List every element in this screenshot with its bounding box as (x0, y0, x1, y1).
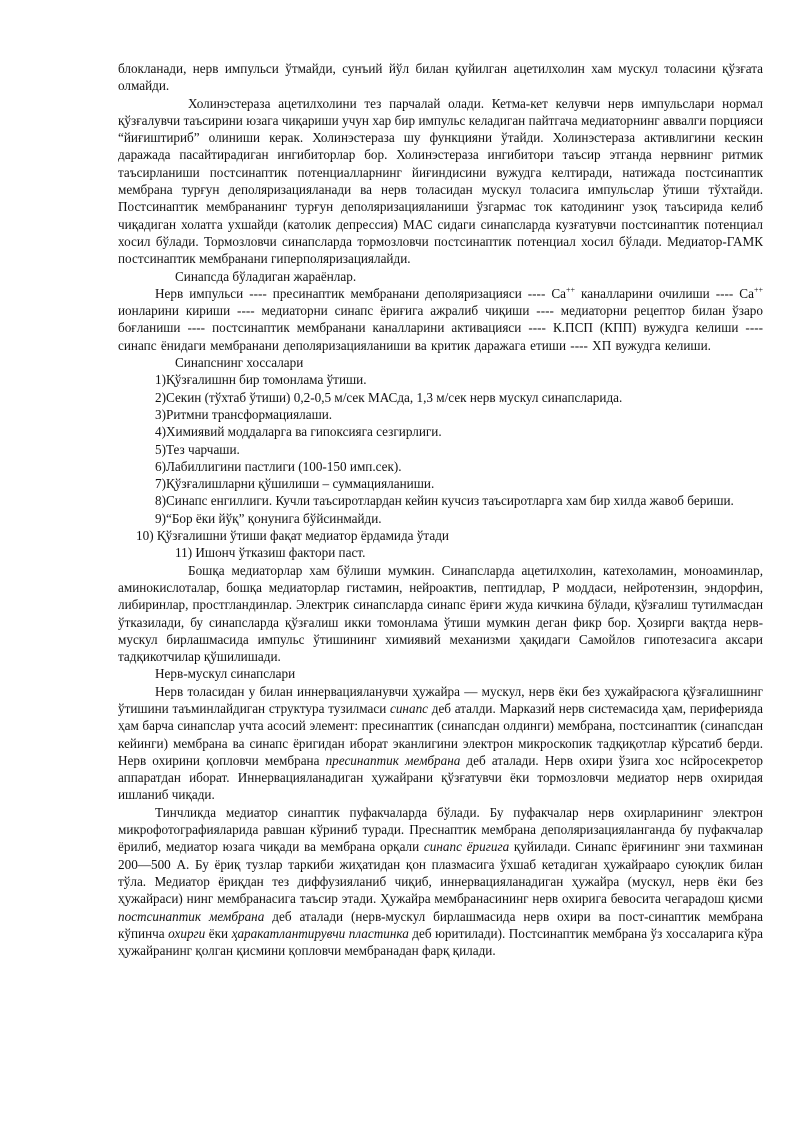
text-run: ёки (205, 925, 232, 941)
paragraph-mediator-release (118, 804, 763, 960)
term-synaptic-cleft: синапс ёригига (423, 839, 510, 855)
paragraph-other-mediators: Бошқа медиаторлар хам бўлиши мумкин. Синапсларда ацетилхолин, катехоламин, моноаминлар, аминокислоталар, бошқа медиаторлар гистамин, нейроактив, пептидлар, Р моддаси, нейротензин, эндорфин, либиринлар, простгландинлар. Электрик синапсларда синапс ёриғи жуда кичкина бўлади, қўзғалиш тутилмасдан ўтказилади, бу синапсларда қўзғалиш икки томонлама ўтиши мумкин деган фикр бор. Ҳозирги вақтда нерв-мускул бирлашмасида импульс ўтишининг химиявий механизми ҳақидаги Самойлов гипотезасига аксари тадқикотчилар қўшилишади. (118, 562, 763, 665)
chain-text-c: ионларини кириши ---- медиаторни синапс ёриғига ажралиб чиқиши ---- медиаторни рецептор билан ўзаро боғланиши ---- постсинаптик мембранани каналларини активацияси ---- К.ПСП (КПП) вужудга келиши ---- синапс ёнидаги мембранани деполяризацияланиши ва критик даражага етиши ---- ХП вужудга келиши. (118, 303, 763, 353)
chain-text-b: каналларини очилиши ---- Са (575, 285, 754, 301)
term-postsynaptic-membrane: постсинаптик мембрана (118, 908, 265, 924)
paragraph-process-chain (118, 285, 763, 354)
property-item: 4)Химиявий моддаларга ва гипоксияга сезгирлиги. (155, 424, 442, 440)
paragraph-intro-continuation: блокланади, нерв импульси ўтмайди, сунъий йўл билан қуйилган ацетилхолин хам мускул толасини қўзғата олмайди. (118, 61, 763, 94)
term-presynaptic-membrane: пресинаптик мембрана (325, 752, 461, 768)
heading-synapse-processes: Синапсда бўладиган жараёнлар. (175, 268, 357, 284)
text-run: Нерв толасидан у билан иннервацияланувчи ҳужайра — мускул, нерв ёки без ҳужайрасюга қўзғалишнинг ўтишини таъминлайдиган структура тузилмаси (118, 683, 763, 716)
property-item: 8)Синапс енгиллиги. Кучли таъсиротлардан кейин кучсиз таъсиротларга хам бир хилда жавоб бериши. (155, 493, 734, 509)
property-item: 7)Қўзғалишларни қўшилиши – суммацияланиши. (155, 476, 435, 492)
calcium-superscript: ++ (753, 285, 763, 295)
property-item: 1)Қўзғалишнн бир томонлама ўтиши. (155, 372, 367, 388)
property-item: 9)“Бор ёки йўқ” қонунига бўйсинмайди. (155, 510, 382, 526)
chain-text-a: Нерв импульси ---- пресинаптик мембранани деполяризацияси ---- Са (155, 285, 566, 301)
text-run: деб юритилади). Постсинаптик мембрана ўз хоссаларига кўра ҳужайранинг қолган қисмини қопловчи мембранадан фарқ қилади. (118, 925, 763, 959)
text-run: қуйилади. Синапс ёриғининг эни тахминан 200—500 А. Бу ёриқ тузлар таркиби жиҳатидан қон плазмасига ўхшаб кетадиган ҳужайрааро суюқлик билан тўла. Медиатор ёриқдан тез диффузияланиб чиқиб, иннервацияланадиган ҳужайра (мускул, нерв ёки без ҳужайраси) нинг мембранасига таъсир этади. Ҳужайра мембранасининг нерв охирига бевосита чегарадош қисми (118, 839, 764, 907)
property-item-11: 11) Ишонч ўтказиш фактори паст. (175, 545, 366, 561)
heading-synapse-properties: Синапснинг хоссалари (175, 355, 304, 371)
text-run: деб аталади. Нерв охири ўзига хос нсйросекретор аппаратдан иборат. Иннервацияланадиган ҳужайрани қўзғатувчи ёки тормозловчи медиатор нерв охиридая ишланиб чиқади. (118, 752, 763, 803)
term-motor-endplate: ҳаракатлантирувчи пластинка (231, 925, 409, 941)
property-item: 5)Тез чарчаши. (155, 441, 240, 457)
property-item: 6)Лабиллигини пастлиги (100-150 имп.сек). (155, 458, 402, 474)
term-synapse: синапс (389, 700, 429, 716)
text-run: Тинчликда медиатор синаптик пуфакчаларда бўлади. Бу пуфакчалар нерв охирларининг электрон микрофотографияларида равшан кўриниб туради. Преснаптик мембрана деполяризацияланганда бу пуфакчалар ёрилиб, медиатор юзага чиқади ва мембрана орқали (118, 804, 763, 855)
property-item-10: 10) Қўзғалишни ўтиши фақат медиатор ёрдамида ўтади (136, 528, 449, 544)
heading-neuromuscular-synapses: Нерв-мускул синапслари (155, 666, 296, 682)
property-item: 3)Ритмни трансформациялаши. (155, 406, 333, 422)
paragraph-cholinesterase: Холинэстераза ацетилхолини тез парчалай олади. Кетма-кет келувчи нерв импульслари нормал қўзғалувчи таъсирини юзага чиқариши учун хар бир импульс келадиган пайтгача медиаторнинг аввалги порцияси “йиғиштириб” олиниши керак. Холинэстераза шу функцияни ўтайди. Холинэстераза активлигини кескин даражада пасайтирадиган ингибиторлар бор. Холинэстераза ингибитори таъсир этганда нервнинг ритмик таъсирланиши постсинаптик потенциалларнинг йиғиндисини вужудга келтиради, натижада постсинаптик мембрана турғун деполяризацияланади ва нерв толасидан мускул толасига импульслар ўтиши тўхтайди. Постсинаптик мембрананинг турғун деполяризацияланиши ўзгармас ток катодининг узоқ таъсирида келиб чиқадиган холатга ухшайди (католик депрессия) МАС сидаги синапсларда кузғатувчи постсинаптик потенциал хосил бўлади. Тормозловчи синапсларда тормозловчи постсинаптик потенциал хосил бўлади. Медиатор-ГАМК постсинаптик мембранани гиперполяризациялайди. (118, 95, 763, 267)
text-run: деб аталади (нерв-мускул бирлашмасида нерв охири ва пост-синаптик мембрана кўпинча (118, 908, 763, 941)
text-run: деб аталди. Марказий нерв системасида ҳам, периферияда ҳам барча синапслар учта асосий элемент: пресинаптик (синапсдан олдинги) мембрана, постсинаптик (синапсдан кейинги) мембрана ва синапс ёригидан иборат эканлигини электрон микроскопик тадқиқотлар кўрсатиб берди. Нерв охирини қопловчи мембрана (118, 700, 763, 768)
property-item: 2)Секин (тўхтаб ўтиши) 0,2-0,5 м/сек МАСда, 1,3 м/сек нерв мускул синапсларида. (155, 389, 623, 405)
paragraph-synapse-definition (118, 683, 763, 804)
calcium-superscript: ++ (566, 285, 576, 295)
document-body (118, 60, 763, 959)
term-end: охирги (168, 925, 206, 941)
